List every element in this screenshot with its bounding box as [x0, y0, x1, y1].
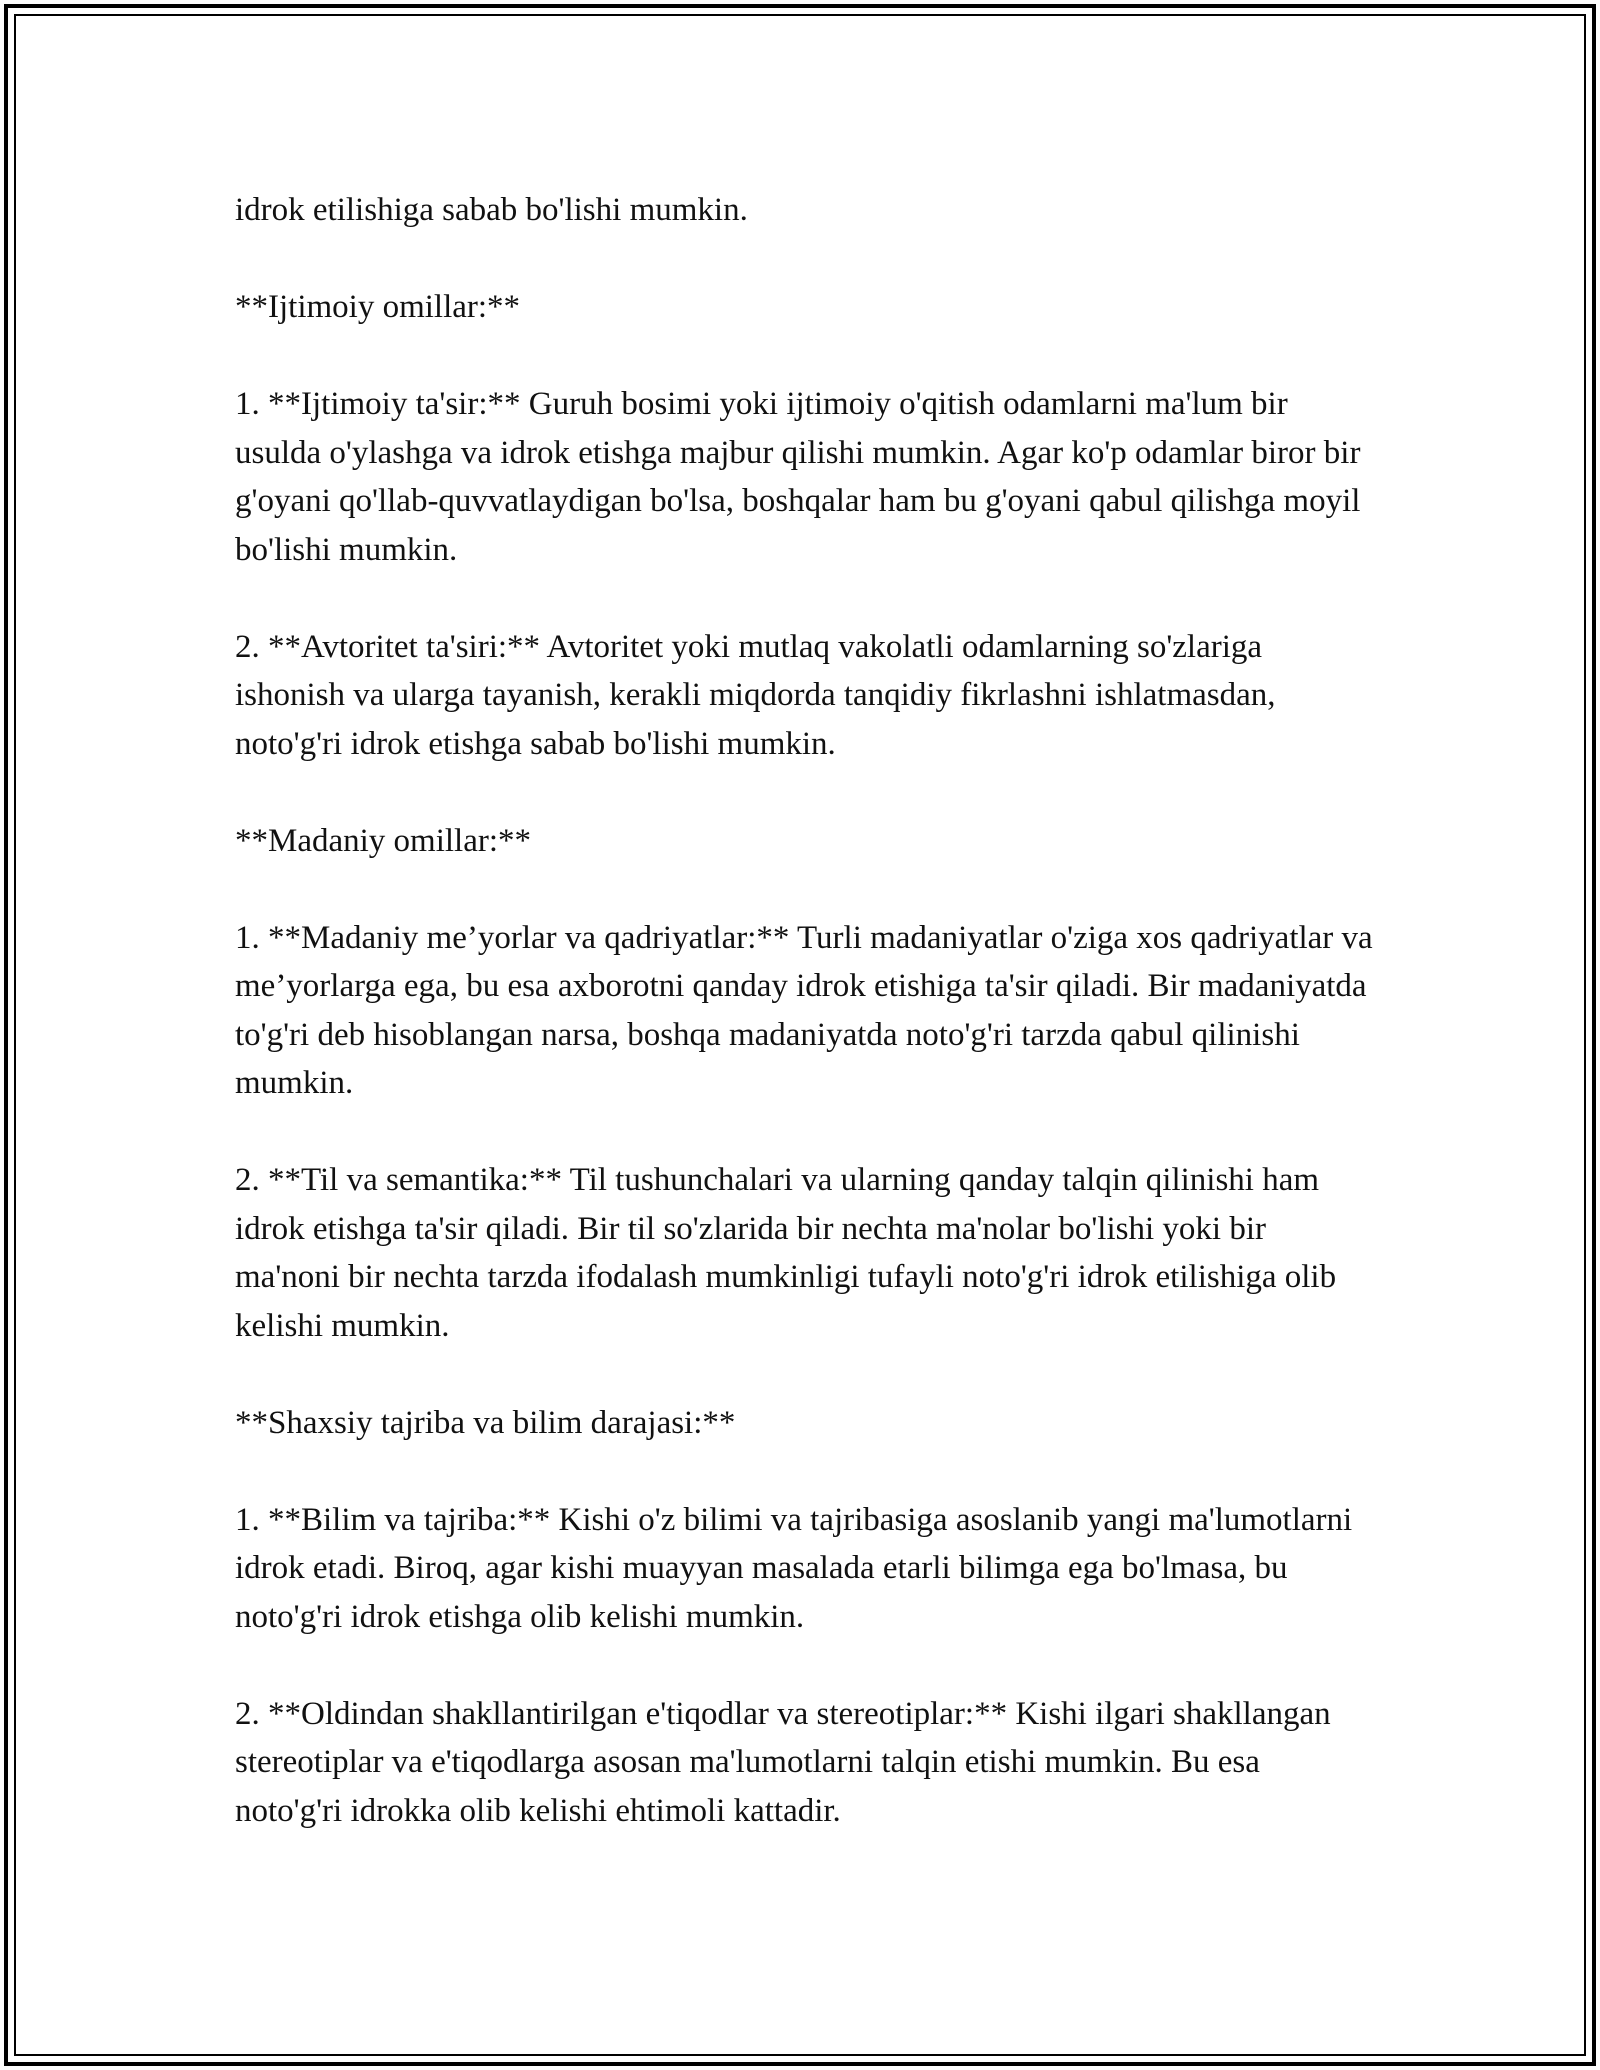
- list-item-language-semantics: 2. **Til va semantika:** Til tushunchalari va ularning qanday talqin qilinishi ham idrok etishga ta'sir qiladi. Bir til so'zlarida bir nechta ma'nolar bo'lishi yoki bir ma'noni bir nechta tarzda ifodalash mumkinligi tufayli noto'g'ri idrok etilishiga olib kelishi mumkin.: [235, 1162, 1337, 1344]
- list-item-authority-influence: 2. **Avtoritet ta'siri:** Avtoritet yoki mutlaq vakolatli odamlarning so'zlariga ishonish va ularga tayanish, kerakli miqdorda tanqidiy fikrlashni ishlatmasdan, noto'g'ri idrok etishga sabab bo'lishi mumkin.: [235, 628, 1276, 762]
- list-item-beliefs-stereotypes: 2. **Oldindan shakllantirilgan e'tiqodlar va stereotiplar:** Kishi ilgari shakllangan stereotiplar va e'tiqodlarga asosan ma'lumotlarni talqin etishi mumkin. Bu esa noto'g'ri idrokka olib kelishi ehtimoli kattadir.: [235, 1695, 1331, 1829]
- section-heading-personal-experience: **Shaxsiy tajriba va bilim darajasi:**: [235, 1404, 736, 1441]
- list-item-social-influence: 1. **Ijtimoiy ta'sir:** Guruh bosimi yoki ijtimoiy o'qitish odamlarni ma'lum bir usulda o'ylashga va idrok etishga majbur qilishi mumkin. Agar ko'p odamlar biror bir g'oyani qo'llab-quvvatlaydigan bo'lsa, boshqalar ham bu g'oyani qabul qilishga moyil bo'lishi mumkin.: [235, 386, 1361, 568]
- list-item-knowledge-experience: 1. **Bilim va tajriba:** Kishi o'z bilimi va tajribasiga asoslanib yangi ma'lumotlarni idrok etadi. Biroq, agar kishi muayyan masalada etarli bilimga ega bo'lmasa, bu noto'g'ri idrok etishga olib kelishi mumkin.: [235, 1501, 1353, 1635]
- paragraph-continuation: idrok etilishiga sabab bo'lishi mumkin.: [235, 192, 748, 228]
- list-item-cultural-norms: 1. **Madaniy me’yorlar va qadriyatlar:** Turli madaniyatlar o'ziga xos qadriyatlar va me’yorlarga ega, bu esa axborotni qanday idrok etishiga ta'sir qiladi. Bir madaniyatda to'g'ri deb hisoblangan narsa, boshqa madaniyatda noto'g'ri tarzda qabul qilinishi mumkin.: [235, 919, 1373, 1101]
- section-heading-social-factors: **Ijtimoiy omillar:**: [235, 289, 521, 325]
- document-body: [235, 186, 1375, 1884]
- section-heading-cultural-factors: **Madaniy omillar:**: [235, 822, 532, 859]
